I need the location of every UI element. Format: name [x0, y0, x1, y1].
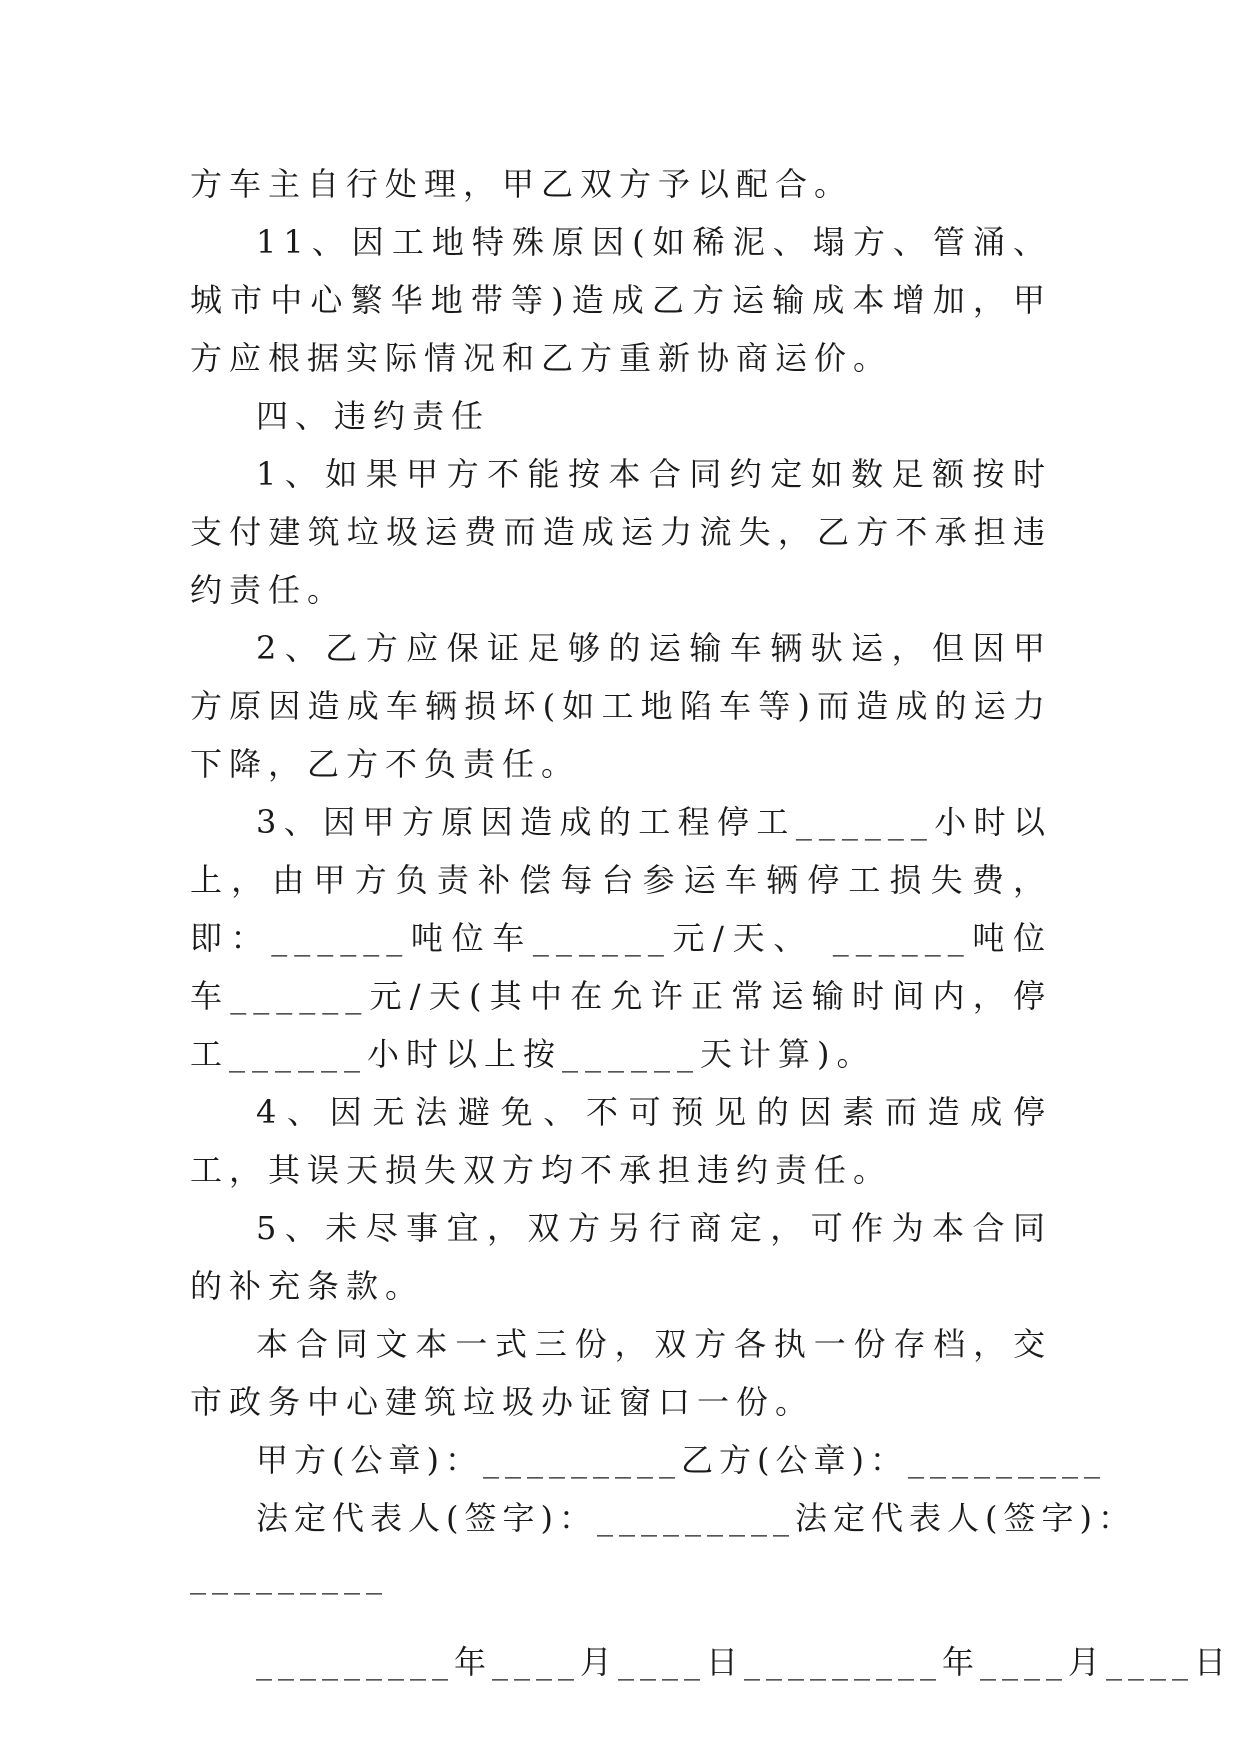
representative-line-overflow: _________: [190, 1557, 388, 1595]
breach-clause-3: 3、因甲方原因造成的工程停工______小时以上，由甲方负责补偿每台参运车辆停工损失费，即：______吨位车______元/天、 ______吨位车______元/天(其中在允许正常运输时间内，停工______小时以上按______天计算)。: [190, 803, 1052, 1073]
breach-clause-2: 2、乙方应保证足够的运输车辆驮运，但因甲方原因造成车辆损坏(如工地陷车等)而造成的运力下降，乙方不负责任。: [190, 629, 1052, 783]
breach-clause-1: 1、如果甲方不能按本合同约定如数足额按时支付建筑垃圾运费而造成运力流失，乙方不承担违约责任。: [190, 455, 1052, 609]
paragraph-continuation: 方车主自行处理，甲乙双方予以配合。: [190, 165, 854, 203]
contract-body: [190, 155, 1233, 1691]
representative-line: 法定代表人(签字)：_________法定代表人(签字)：: [256, 1499, 1136, 1537]
breach-clause-5: 5、未尽事宜，双方另行商定，可作为本合同的补充条款。: [190, 1209, 1052, 1305]
section-heading-breach-liability: 四、违约责任: [256, 397, 491, 435]
spacer: [190, 1605, 1052, 1633]
date-line: _________年____月____日_________年____月____日: [256, 1643, 1233, 1681]
copies-clause: 本合同文本一式三份，双方各执一份存档，交市政务中心建筑垃圾办证窗口一份。: [190, 1325, 1052, 1421]
seal-line: 甲方(公章)：_________乙方(公章)：_________: [256, 1441, 1106, 1479]
clause-11: 11、因工地特殊原因(如稀泥、塌方、管涌、城市中心繁华地带等)造成乙方运输成本增加，甲方应根据实际情况和乙方重新协商运价。: [190, 223, 1052, 377]
breach-clause-4: 4、因无法避免、不可预见的因素而造成停工，其误天损失双方均不承担违约责任。: [190, 1093, 1052, 1189]
